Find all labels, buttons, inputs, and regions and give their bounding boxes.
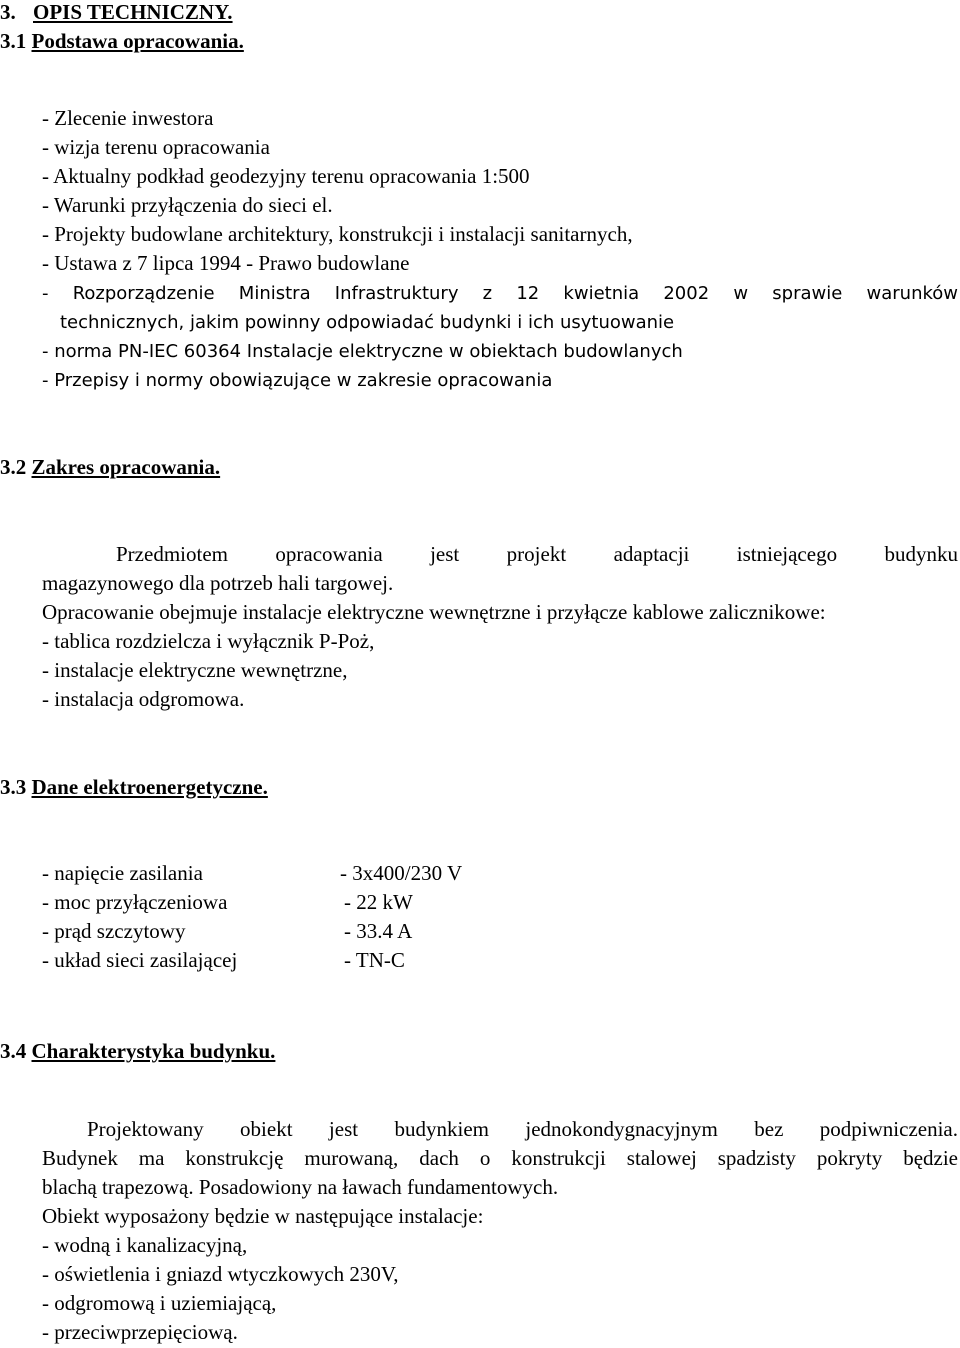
spec-label: - prąd szczytowy	[42, 919, 186, 943]
list-item: - przeciwprzepięciową.	[42, 1320, 238, 1344]
subheading-3-3-number: 3.3	[0, 775, 27, 799]
main-heading-title: OPIS TECHNICZNY.	[33, 0, 233, 24]
list-item: - Zlecenie inwestora	[42, 106, 214, 130]
subheading-3-4	[0, 1039, 275, 1063]
spec-label: - moc przyłączeniowa	[42, 890, 228, 914]
list-item: - Warunki przyłączenia do sieci el.	[42, 193, 333, 217]
subheading-3-1-number: 3.1	[0, 29, 27, 53]
paragraph-line: Obiekt wyposażony będzie w następujące instalacje:	[42, 1204, 484, 1228]
paragraph-line: Opracowanie obejmuje instalacje elektryczne wewnętrzne i przyłącze kablowe zalicznikowe:	[42, 600, 826, 624]
spec-value: - 22 kW	[344, 890, 413, 914]
list-item: - Ustawa z 7 lipca 1994 - Prawo budowlane	[42, 251, 410, 275]
subheading-3-2	[0, 455, 220, 479]
spec-row	[42, 861, 462, 885]
list-item: - Aktualny podkład geodezyjny terenu opracowania 1:500	[42, 164, 530, 188]
subheading-3-4-title: Charakterystyka budynku.	[31, 1039, 276, 1063]
list-item: - oświetlenia i gniazd wtyczkowych 230V,	[42, 1262, 399, 1286]
paragraph-line: blachą trapezową. Posadowiony na ławach fundamentowych.	[42, 1175, 559, 1199]
subheading-3-3	[0, 775, 268, 799]
paragraph-line: magazynowego dla potrzeb hali targowej.	[42, 571, 394, 595]
list-item: - norma PN-IEC 60364 Instalacje elektryczne w obiektach budowlanych	[42, 341, 683, 362]
list-item: - wizja terenu opracowania	[42, 135, 270, 159]
spec-value: - 3x400/230 V	[340, 861, 463, 885]
spec-label: - układ sieci zasilającej	[42, 948, 238, 972]
subheading-3-1-title: Podstawa opracowania.	[31, 29, 244, 53]
list-item-continuation: technicznych, jakim powinny odpowiadać budynki i ich usytuowanie	[60, 312, 675, 333]
paragraph-line: Projektowany obiekt jest budynkiem jednokondygnacyjnym bez podpiwniczenia.	[87, 1117, 958, 1141]
spec-value: - 33.4 A	[344, 919, 413, 943]
spec-row	[42, 948, 405, 972]
subheading-3-3-title: Dane elektroenergetyczne.	[31, 775, 268, 799]
list-item: - tablica rozdzielcza i wyłącznik P-Poż,	[42, 629, 375, 653]
list-item: - Projekty budowlane architektury, konstrukcji i instalacji sanitarnych,	[42, 222, 633, 246]
subheading-3-1	[0, 29, 244, 53]
paragraph-line: Przedmiotem opracowania jest projekt adaptacji istniejącego budynku	[116, 542, 958, 566]
subheading-3-4-number: 3.4	[0, 1039, 27, 1063]
subheading-3-2-number: 3.2	[0, 455, 27, 479]
spec-label: - napięcie zasilania	[42, 861, 203, 885]
list-item: - instalacje elektryczne wewnętrzne,	[42, 658, 348, 682]
spec-value: - TN-C	[344, 948, 405, 972]
list-item: - Przepisy i normy obowiązujące w zakresie opracowania	[42, 370, 553, 391]
list-item: - wodną i kanalizacyjną,	[42, 1233, 248, 1257]
spec-row	[42, 919, 412, 943]
list-item: - odgromową i uziemiającą,	[42, 1291, 277, 1315]
list-item: - Rozporządzenie Ministra Infrastruktury z 12 kwietnia 2002 w sprawie warunków	[42, 283, 958, 304]
main-heading-number: 3.	[0, 0, 16, 24]
spec-row	[42, 890, 413, 914]
subheading-3-2-title: Zakres opracowania.	[31, 455, 221, 479]
main-heading	[0, 0, 233, 24]
list-item: - instalacja odgromowa.	[42, 687, 245, 711]
paragraph-line: Budynek ma konstrukcję murowaną, dach o konstrukcji stalowej spadzisty pokryty będzie	[42, 1146, 958, 1170]
